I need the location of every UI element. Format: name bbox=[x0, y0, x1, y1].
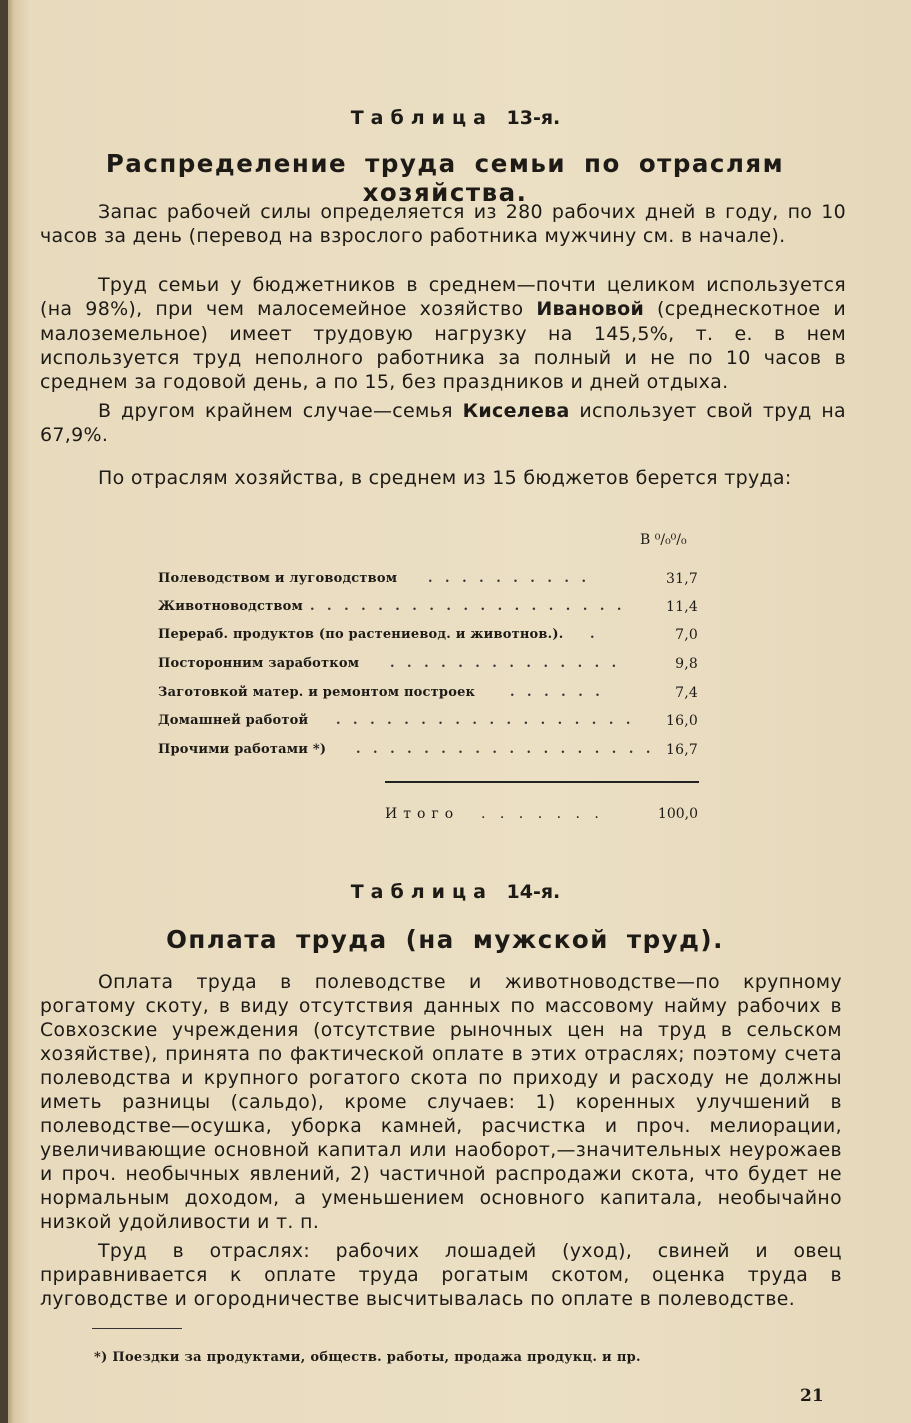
leader-dots: . . . . . . . . . . bbox=[428, 571, 590, 586]
row-label: Животноводством bbox=[158, 599, 303, 614]
row-label: Заготовкой матер. и ремонтом построек bbox=[158, 685, 476, 700]
name-ivanova: Ивановой bbox=[536, 298, 645, 321]
row-value: 7,4 bbox=[675, 685, 698, 701]
table-row bbox=[158, 599, 698, 619]
footnote-rule bbox=[92, 1328, 182, 1329]
table-13-label-number: 13-я. bbox=[506, 107, 561, 129]
row-value: 16,0 bbox=[666, 713, 698, 729]
row-value: 11,4 bbox=[666, 599, 698, 615]
table-row bbox=[158, 656, 698, 676]
page-number: 21 bbox=[800, 1386, 824, 1406]
table-row bbox=[158, 627, 698, 647]
leader-dots: . bbox=[590, 627, 599, 642]
table-14-label-word: Таблица bbox=[350, 881, 493, 903]
table-row bbox=[158, 713, 698, 733]
table-14-label bbox=[0, 881, 911, 903]
row-value: 16,7 bbox=[666, 742, 698, 758]
total-label: Итого bbox=[385, 806, 460, 822]
table-14-title: Оплата труда (на мужской труд). bbox=[166, 925, 724, 954]
paragraph-labor-reserve: Запас рабочей силы определяется из 280 рабочих дней в году, по 10 часов за день (перевод на взрослого работника мужчину см. в начале). bbox=[40, 201, 846, 248]
row-label: Посторонним заработком bbox=[158, 656, 360, 671]
paragraph-kiselev-b: использует свой труд на 67,9%. bbox=[40, 400, 846, 447]
table-14-label-number: 14-я. bbox=[506, 881, 561, 903]
row-value: 7,0 bbox=[675, 627, 698, 643]
table-13-label-word: Таблица bbox=[350, 107, 493, 129]
table-unit-label: В ⁰/₀⁰/₀ bbox=[640, 532, 687, 548]
paragraph-branches-intro: По отраслям хозяйства, в среднем из 15 бюджетов берется труда: bbox=[98, 467, 792, 489]
paragraph-labor-usage-a: Труд семьи у бюджетников в среднем—почти целиком используется (на 98%), при чем малосемейное хозяйство bbox=[40, 274, 846, 321]
row-label: Домашней работой bbox=[158, 713, 309, 728]
paragraph-labor-usage bbox=[40, 273, 846, 394]
row-label: Перераб. продуктов (по растениевод. и животнов.). bbox=[158, 627, 564, 642]
table-13-title: Распределение труда семьи по отраслям хозяйства. bbox=[105, 149, 785, 207]
paragraph-kiselev-a: В другом крайнем случае—семья bbox=[98, 400, 463, 422]
name-kiselev: Киселева bbox=[462, 400, 570, 422]
leader-dots: . . . . . . . . . . . . . . . . . . . bbox=[310, 599, 626, 614]
total-value: 100,0 bbox=[657, 806, 698, 822]
paragraph-labor-payment: Оплата труда в полеводстве и животноводстве—по крупному рогатому скоту, в виду отсутствия данных по массовому найму рабочих в Совхозские учреждения (отсутствие рыночных цен на труд в сельском хозяйстве), принята по фактической оплате в этих отраслях; поэтому счета полеводства и крупного рогатого скота по приходу и расходу не должны иметь разницы (сальдо), кроме случаев: 1) коренных улучшений в полеводстве—осушка, уборка камней, расчистка и проч. мелиорации, увеличивающие основной капитал или наоборот,—значительных неурожаев и проч. необычных явлений, 2) частичной распродажи скота, что будет не нормальным доходом, а уменьшением основного капитала, необычайно низкой удойливости и т. п. bbox=[40, 972, 842, 1233]
row-label: Полеводством и луговодством bbox=[158, 571, 398, 586]
row-label: Прочими работами *) bbox=[158, 742, 327, 757]
leader-dots: . . . . . . bbox=[510, 685, 604, 700]
leader-dots: . . . . . . . . . . . . . . . . . . bbox=[356, 742, 655, 757]
paragraph-labor-branches: Труд в отраслях: рабочих лошадей (уход), свиней и овец приравнивается к оплате труда рогатым скотом, оценка труда в луговодстве и огородничестве высчитывалась по оплате в полеводстве. bbox=[40, 1241, 842, 1310]
table-13-label bbox=[0, 107, 911, 129]
leader-dots: . . . . . . . . . . . . . . bbox=[390, 656, 621, 671]
page-binding-edge bbox=[0, 0, 8, 1423]
footnote: *) Поездки за продуктами, обществ. работы, продажа продукц. и пр. bbox=[94, 1350, 641, 1365]
total-rule bbox=[385, 781, 699, 783]
table-row bbox=[158, 571, 698, 591]
table-row bbox=[158, 742, 698, 762]
paragraph-labor-usage-b: (среднескотное и малоземельное) имеет трудовую нагрузку на 145,5%, т. е. в нем используется труд неполного работника за полный и не по 10 часов в среднем за годовой день, а по 15, без праздников и дней отдыха. bbox=[40, 298, 846, 394]
row-value: 31,7 bbox=[666, 571, 698, 587]
paragraph-kiselev bbox=[40, 399, 846, 448]
table-row bbox=[158, 685, 698, 705]
row-value: 9,8 bbox=[675, 656, 698, 672]
leader-dots: . . . . . . . bbox=[481, 806, 604, 822]
leader-dots: . . . . . . . . . . . . . . . . . . bbox=[336, 713, 635, 728]
